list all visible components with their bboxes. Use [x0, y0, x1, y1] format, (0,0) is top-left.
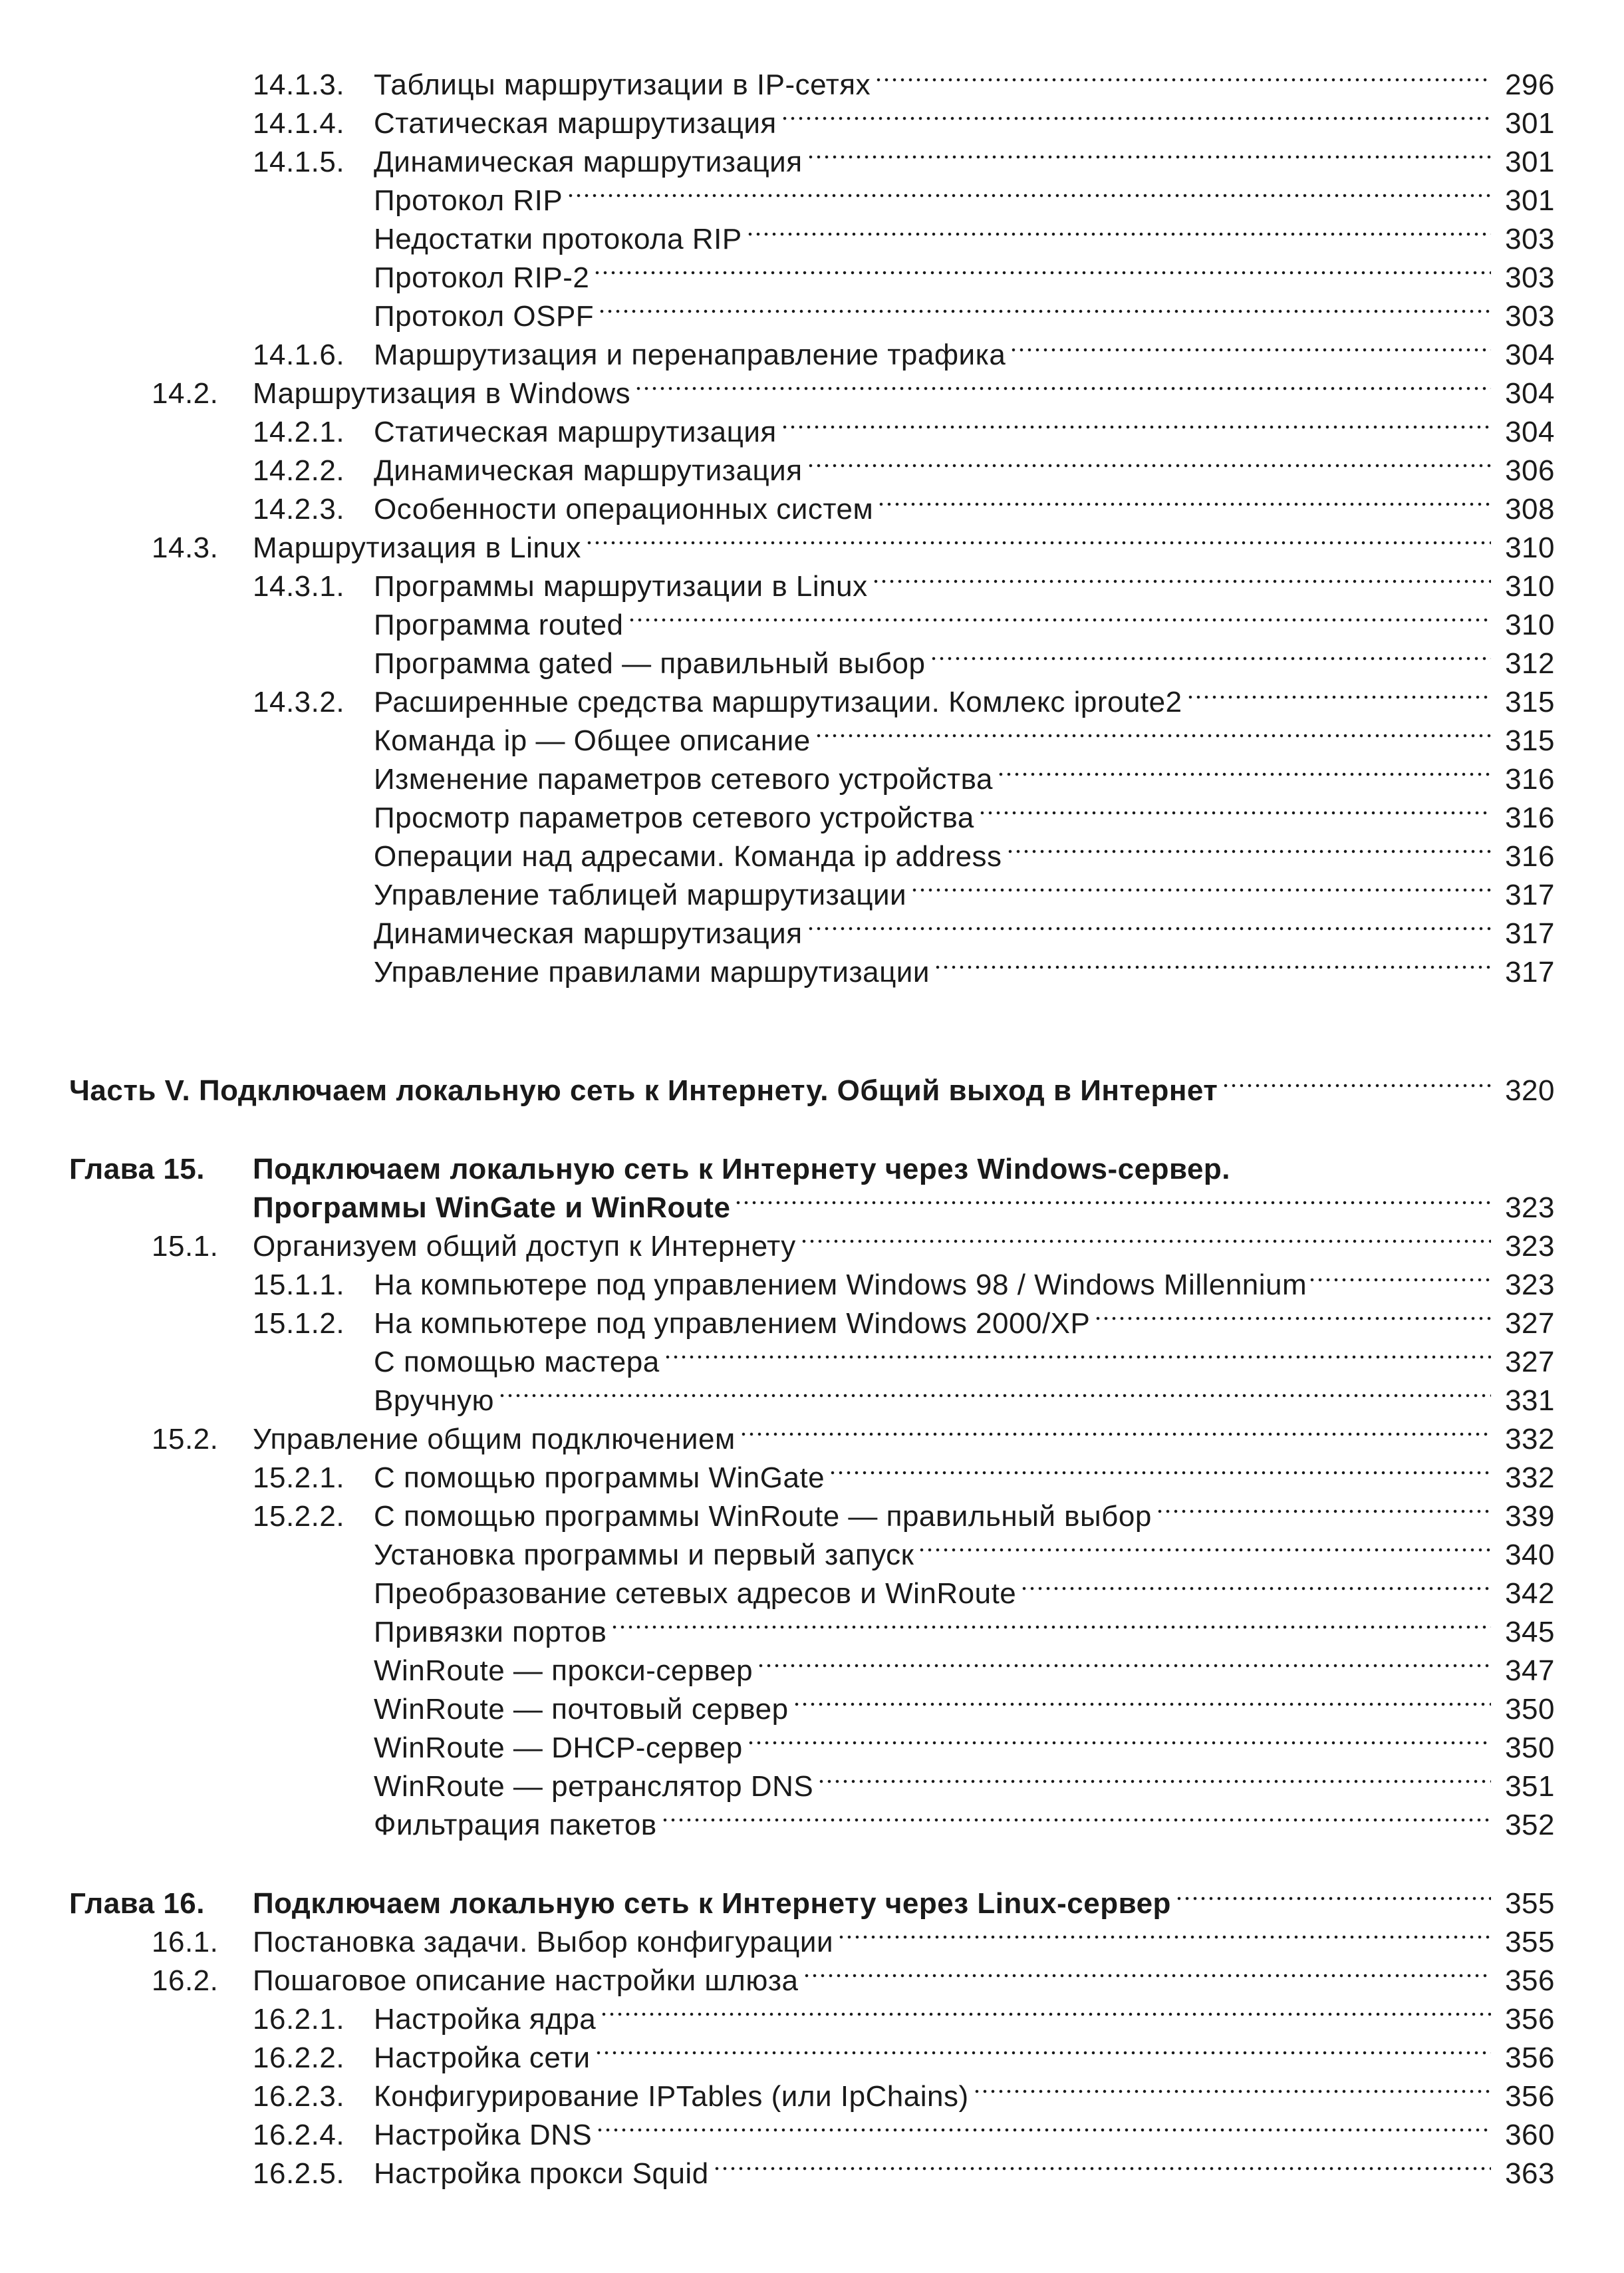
entry-title: Команда ip — Общее описание — [374, 724, 811, 757]
chapter-number: Глава 16. — [69, 1887, 205, 1920]
toc-entry — [0, 2155, 1555, 2193]
toc-entry — [0, 1807, 1555, 1844]
dot-leader — [746, 221, 1491, 247]
dot-leader — [829, 1459, 1491, 1486]
entry-number: 16.2.1. — [253, 2003, 345, 2036]
entry-title: Статическая маршрутизация — [374, 416, 777, 448]
dot-leader — [803, 1962, 1492, 1989]
dot-leader — [800, 1228, 1491, 1255]
dot-leader — [807, 452, 1491, 479]
dot-leader — [781, 105, 1491, 132]
entry-page: 356 — [1505, 2080, 1555, 2113]
entry-title: Протокол OSPF — [374, 300, 595, 333]
toc-entry — [0, 1344, 1555, 1381]
entry-title: Недостатки протокола RIP — [374, 223, 742, 255]
toc-entry — [0, 2001, 1555, 2038]
entry-page: 301 — [1505, 146, 1555, 178]
dot-leader — [600, 2001, 1491, 2028]
toc-entry — [0, 1924, 1555, 1961]
entry-number: 14.1.6. — [253, 339, 345, 371]
dot-leader — [1156, 1498, 1491, 1525]
entry-page: 339 — [1505, 1500, 1555, 1533]
entry-page: 345 — [1505, 1616, 1555, 1648]
chapter-title: Подключаем локальную сеть к Интернету через Windows-сервер. — [253, 1153, 1231, 1185]
entry-page: 310 — [1505, 609, 1555, 641]
entry-title: Динамическая маршрутизация — [374, 917, 803, 950]
dot-leader — [595, 2040, 1491, 2066]
entry-title: WinRoute — ретранслятор DNS — [374, 1770, 814, 1803]
entry-number: 15.1. — [152, 1230, 219, 1263]
entry-title: Настройка DNS — [374, 2119, 593, 2151]
dot-leader — [877, 491, 1491, 518]
entry-title: Динамическая маршрутизация — [374, 454, 803, 487]
entry-page: 296 — [1505, 69, 1555, 101]
entry-page: 356 — [1505, 1964, 1555, 1997]
entry-number: 16.2.4. — [253, 2119, 345, 2151]
chapter-heading-continued — [0, 1189, 1555, 1227]
entry-title: Маршрутизация и перенаправление трафика — [374, 339, 1006, 371]
dot-leader — [978, 800, 1491, 826]
entry-page: 316 — [1505, 802, 1555, 834]
entry-page: 351 — [1505, 1770, 1555, 1803]
part-page: 320 — [1505, 1074, 1555, 1107]
dot-leader — [1094, 1305, 1491, 1332]
entry-title: Вручную — [374, 1384, 495, 1417]
dot-leader — [585, 530, 1491, 556]
dot-leader — [498, 1382, 1491, 1409]
toc-entry — [0, 2117, 1555, 2154]
chapter-heading — [0, 1885, 1555, 1922]
toc-entry — [0, 491, 1555, 528]
dot-leader — [997, 761, 1491, 788]
entry-number: 14.2.3. — [253, 493, 345, 526]
entry-title: Протокол RIP-2 — [374, 261, 590, 294]
entry-page: 356 — [1505, 2042, 1555, 2074]
dot-leader — [934, 954, 1491, 981]
entry-page: 316 — [1505, 763, 1555, 796]
toc-entry — [0, 1305, 1555, 1342]
toc-entry — [0, 452, 1555, 490]
chapter-heading — [0, 1151, 1230, 1188]
entry-page: 350 — [1505, 1732, 1555, 1764]
entry-title: Пошаговое описание настройки шлюза — [253, 1964, 799, 1997]
entry-number: 14.2. — [152, 377, 219, 410]
dot-leader — [628, 607, 1491, 633]
entry-page: 317 — [1505, 879, 1555, 911]
dot-leader — [1186, 684, 1491, 710]
dot-leader — [713, 2155, 1491, 2182]
toc-entry — [0, 684, 1555, 721]
entry-page: 356 — [1505, 2003, 1555, 2036]
entry-title: Управление таблицей маршрутизации — [374, 879, 907, 911]
entry-page: 323 — [1505, 1230, 1555, 1263]
entry-page: 304 — [1505, 339, 1555, 371]
entry-page: 342 — [1505, 1577, 1555, 1610]
entry-title: С помощью программы WinGate — [374, 1461, 825, 1494]
entry-number: 16.1. — [152, 1926, 219, 1958]
toc-entry — [0, 67, 1555, 104]
entry-number: 15.2. — [152, 1423, 219, 1455]
entry-title: Статическая маршрутизация — [374, 107, 777, 140]
toc-entry — [0, 1228, 1555, 1265]
entry-page: 352 — [1505, 1809, 1555, 1841]
entry-page: 340 — [1505, 1539, 1555, 1571]
toc-entry — [0, 298, 1555, 335]
entry-title: Постановка задачи. Выбор конфигурации — [253, 1926, 834, 1958]
entry-page: 304 — [1505, 377, 1555, 410]
toc-entry — [0, 954, 1555, 991]
entry-title: Особенности операционных систем — [374, 493, 874, 526]
entry-page: 310 — [1505, 531, 1555, 564]
toc-entry — [0, 1614, 1555, 1651]
entry-title: Программы маршрутизации в Linux — [374, 570, 868, 603]
entry-number: 16.2.2. — [253, 2042, 345, 2074]
dot-leader — [930, 645, 1492, 672]
toc-entry — [0, 259, 1555, 297]
entry-number: 16.2.3. — [253, 2080, 345, 2113]
entry-title: Привязки портов — [374, 1616, 607, 1648]
entry-page: 315 — [1505, 724, 1555, 757]
toc-entry — [0, 337, 1555, 374]
entry-title: Протокол RIP — [374, 184, 563, 217]
entry-page: 315 — [1505, 686, 1555, 718]
entry-title: На компьютере под управлением Windows 98 / Windows Millennium — [374, 1269, 1307, 1301]
entry-title: Маршрутизация в Windows — [253, 377, 631, 410]
entry-title: Настройка ядра — [374, 2003, 597, 2036]
dot-leader — [1010, 337, 1491, 363]
toc-entry — [0, 915, 1555, 953]
entry-title: Динамическая маршрутизация — [374, 146, 803, 178]
entry-number: 15.1.1. — [253, 1269, 345, 1301]
toc-entry — [0, 877, 1555, 914]
dot-leader — [837, 1924, 1491, 1950]
dot-leader — [634, 375, 1491, 402]
dot-leader — [664, 1344, 1491, 1370]
toc-entry — [0, 144, 1555, 181]
toc-entry — [0, 1382, 1555, 1420]
entry-page: 306 — [1505, 454, 1555, 487]
toc-entry — [0, 1730, 1555, 1767]
chapter-page: 355 — [1505, 1887, 1555, 1920]
entry-title: Управление общим подключением — [253, 1423, 736, 1455]
entry-number: 15.2.1. — [253, 1461, 345, 1494]
entry-page: 303 — [1505, 261, 1555, 294]
entry-title: Фильтрация пакетов — [374, 1809, 657, 1841]
dot-leader — [875, 67, 1491, 93]
entry-number: 14.3. — [152, 531, 219, 564]
entry-number: 14.3.2. — [253, 686, 345, 718]
part-title: Часть V. Подключаем локальную сеть к Интернету. Общий выход в Интернет — [69, 1074, 1218, 1107]
toc-entry — [0, 1652, 1555, 1690]
entry-page: 327 — [1505, 1346, 1555, 1378]
dot-leader — [740, 1421, 1491, 1447]
entry-page: 331 — [1505, 1384, 1555, 1417]
entry-number: 15.2.2. — [253, 1500, 345, 1533]
part-heading — [0, 1072, 1555, 1110]
entry-title: С помощью мастера — [374, 1346, 660, 1378]
entry-page: 308 — [1505, 493, 1555, 526]
dot-leader — [1222, 1072, 1491, 1099]
entry-page: 317 — [1505, 917, 1555, 950]
dot-leader — [598, 298, 1491, 325]
toc-entry — [0, 221, 1555, 258]
toc-entry — [0, 761, 1555, 798]
entry-title: С помощью программы WinRoute — правильный выбор — [374, 1500, 1152, 1533]
dot-leader — [1020, 1575, 1491, 1602]
entry-page: 301 — [1505, 107, 1555, 140]
dot-leader — [781, 414, 1491, 440]
entry-page: 347 — [1505, 1654, 1555, 1687]
entry-title: На компьютере под управлением Windows 2000/XP — [374, 1307, 1091, 1340]
entry-title: Организуем общий доступ к Интернету — [253, 1230, 796, 1263]
entry-title: Управление правилами маршрутизации — [374, 956, 930, 988]
entry-title: WinRoute — почтовый сервер — [374, 1693, 789, 1726]
entry-page: 312 — [1505, 647, 1555, 680]
entry-number: 14.1.4. — [253, 107, 345, 140]
entry-title: Просмотр параметров сетевого устройства — [374, 802, 974, 834]
entry-page: 350 — [1505, 1693, 1555, 1726]
toc-entry — [0, 1575, 1555, 1612]
entry-page: 303 — [1505, 223, 1555, 255]
toc-entry — [0, 645, 1555, 682]
toc-entry — [0, 1537, 1555, 1574]
entry-title: Настройка прокси Squid — [374, 2157, 709, 2190]
entry-number: 14.2.2. — [253, 454, 345, 487]
toc-entry — [0, 838, 1555, 875]
dot-leader — [1308, 1267, 1494, 1293]
dot-leader — [793, 1691, 1491, 1718]
toc-entry — [0, 1459, 1555, 1497]
dot-leader — [817, 1768, 1491, 1795]
toc-entry — [0, 182, 1555, 220]
dot-leader — [596, 2117, 1491, 2143]
dot-leader — [1175, 1885, 1491, 1912]
entry-page: 355 — [1505, 1926, 1555, 1958]
entry-number: 14.1.5. — [253, 146, 345, 178]
entry-number: 16.2. — [152, 1964, 219, 1997]
entry-page: 310 — [1505, 570, 1555, 603]
toc-entry — [0, 414, 1555, 451]
entry-page: 360 — [1505, 2119, 1555, 2151]
entry-page: 327 — [1505, 1307, 1555, 1340]
toc-entry — [0, 1691, 1555, 1728]
toc-entry — [0, 105, 1555, 142]
dot-leader — [807, 144, 1491, 170]
chapter-title: Подключаем локальную сеть к Интернету через Linux-сервер — [253, 1887, 1171, 1920]
entry-page: 303 — [1505, 300, 1555, 333]
entry-page: 332 — [1505, 1423, 1555, 1455]
toc-entry — [0, 800, 1555, 837]
entry-page: 316 — [1505, 840, 1555, 873]
dot-leader — [973, 2078, 1491, 2105]
toc-entry — [0, 1267, 1555, 1304]
dot-leader — [757, 1652, 1491, 1679]
toc-entry — [0, 607, 1555, 644]
entry-title: Маршрутизация в Linux — [253, 531, 581, 564]
entry-title: Программа routed — [374, 609, 624, 641]
entry-number: 16.2.5. — [253, 2157, 345, 2190]
entry-title: Настройка сети — [374, 2042, 591, 2074]
chapter-number: Глава 15. — [69, 1153, 205, 1185]
dot-leader — [734, 1189, 1491, 1216]
entry-title: Установка программы и первый запуск — [374, 1539, 914, 1571]
toc-entry — [0, 2078, 1555, 2115]
toc-entry — [0, 2040, 1555, 2077]
dot-leader — [872, 568, 1491, 595]
dot-leader — [910, 877, 1491, 903]
toc-entry — [0, 1768, 1555, 1805]
dot-leader — [567, 182, 1491, 209]
chapter-page: 323 — [1505, 1191, 1555, 1224]
entry-number: 14.1.3. — [253, 69, 345, 101]
entry-title: WinRoute — прокси-сервер — [374, 1654, 753, 1687]
dot-leader — [661, 1807, 1491, 1833]
toc-entry — [0, 722, 1555, 760]
entry-page: 301 — [1505, 184, 1555, 217]
toc-entry — [0, 1421, 1555, 1458]
dot-leader — [1006, 838, 1491, 865]
entry-title: Таблицы маршрутизации в IP-сетях — [374, 69, 871, 101]
dot-leader — [807, 915, 1491, 942]
toc-entry — [0, 530, 1555, 567]
toc-entry — [0, 1962, 1555, 2000]
entry-title: Изменение параметров сетевого устройства — [374, 763, 994, 796]
dot-leader — [747, 1730, 1491, 1756]
entry-number: 14.2.1. — [253, 416, 345, 448]
entry-page: 304 — [1505, 416, 1555, 448]
entry-page: 323 — [1505, 1269, 1555, 1301]
dot-leader — [593, 259, 1491, 286]
entry-page: 317 — [1505, 956, 1555, 988]
toc-entry — [0, 1498, 1555, 1535]
entry-page: 363 — [1505, 2157, 1555, 2190]
entry-number: 15.1.2. — [253, 1307, 345, 1340]
entry-number: 14.3.1. — [253, 570, 345, 603]
chapter-title: Программы WinGate и WinRoute — [253, 1191, 731, 1224]
dot-leader — [610, 1614, 1491, 1640]
dot-leader — [815, 722, 1491, 749]
toc-entry — [0, 375, 1555, 412]
entry-title: Программа gated — правильный выбор — [374, 647, 926, 680]
dot-leader — [918, 1537, 1491, 1563]
entry-title: Конфигурирование IPTables (или IpChains) — [374, 2080, 969, 2113]
toc-entry — [0, 568, 1555, 605]
entry-title: Операции над адресами. Команда ip address — [374, 840, 1002, 873]
entry-title: WinRoute — DHCP-сервер — [374, 1732, 743, 1764]
entry-title: Преобразование сетевых адресов и WinRoute — [374, 1577, 1017, 1610]
entry-page: 332 — [1505, 1461, 1555, 1494]
entry-title: Расширенные средства маршрутизации. Комлекс iproute2 — [374, 686, 1182, 718]
